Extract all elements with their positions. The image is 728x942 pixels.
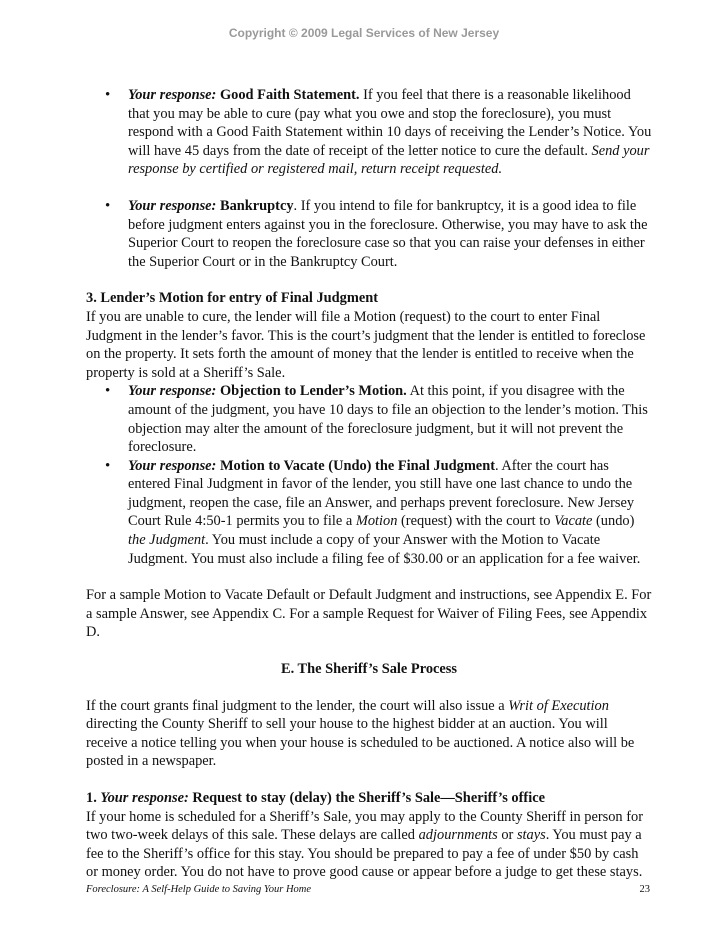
bullet-text: If you feel that there is a reasonable likelihood that you may be able to cure (pay what you owe and stop the foreclosure), you must respond with a Good Faith Statement within 10 days of receiving the Lender’s Notice. You will have 45 days from the date of receipt of the letter notice to cure the default. — [128, 87, 652, 159]
footer-title: Foreclosure: A Self-Help Guide to Saving Your Home — [86, 884, 312, 895]
page-number: 23 — [639, 884, 650, 895]
bullet-text: At this point, if you disagree with the amount of the judgment, you have 10 days to file an objection to the lender’s motion. This objection may alter the amount of the foreclosure judgment, but it will not prevent the foreclosure. — [128, 383, 648, 456]
term-adjournments: adjournments — [418, 827, 498, 844]
term-the-judgment: the Judgment — [128, 532, 206, 549]
bullet-text: . After the court has entered Final Judgment in favor of the lender, you still have one last chance to undo the judgment, reopen the case, file an Answer, and perhaps prevent foreclosure. New Jersey Court Rule 4:50-1 permits you to file a — [128, 457, 635, 530]
term-writ-of-execution: Writ of Execution — [508, 697, 609, 714]
bullet-lead: Your response: — [128, 87, 217, 103]
bullet-text: . If you intend to file for bankruptcy, it is a good idea to file before judgment enters against you in the foreclosure. Otherwise, you may have to ask the Superior Court to reopen the foreclosure case so that you can raise your defenses in either the Superior Court or in the Bankruptcy Court. — [128, 197, 648, 270]
section-1-heading — [86, 789, 652, 808]
samples-paragraph: For a sample Motion to Vacate Default or Default Judgment and instructions, see Appendix E. For a sample Answer, see Appendix C. For a sample Request for Waiver of Filing Fees, see Appendix D. — [86, 587, 652, 641]
bullet-bankruptcy — [86, 197, 652, 271]
bullet-title: Motion to Vacate (Undo) the Final Judgment — [219, 457, 495, 474]
text-run: . You must pay a fee to the Sheriff’s office for this stay. You should be prepared to pay a fee of under $50 by cash or money order. You do not have to prove good cause or appear before a judge to get these stays. — [86, 827, 643, 881]
section-e-paragraph — [86, 697, 652, 771]
bullet-good-faith-statement — [86, 86, 652, 179]
page-content — [86, 86, 652, 882]
term-stays: stays — [516, 827, 546, 844]
bullet-objection — [86, 382, 652, 456]
heading-lead: Your response: — [100, 790, 189, 806]
section-e-heading: E. The Sheriff’s Sale Process — [280, 661, 457, 678]
text-run: or — [497, 827, 517, 844]
heading-title: Request to stay (delay) the Sheriff’s Sale—Sheriff’s office — [188, 790, 545, 806]
section-3-heading: 3. Lender’s Motion for entry of Final Judgment — [86, 290, 379, 307]
bullet-text: . You must include a copy of your Answer with the Motion to Vacate Judgment. You must also include a filing fee of $30.00 or an application for a fee waiver. — [128, 532, 641, 567]
bullet-title: Bankruptcy — [219, 197, 294, 214]
bullet-title: Good Faith Statement. — [219, 87, 360, 103]
bullet-motion-to-vacate — [86, 457, 652, 569]
bullet-lead: Your response: — [128, 197, 217, 214]
bullet-lead: Your response: — [128, 383, 217, 400]
bullet-text: (request) with the court to — [397, 513, 555, 530]
bullet-lead: Your response: — [128, 457, 217, 474]
text-run: directing the County Sheriff to sell your house to the highest bidder at an auction. You will receive a notice telling you when your house is scheduled to be auctioned. A notice also will be posted in a newspaper. — [86, 716, 635, 770]
section-3-bullet-list — [86, 382, 652, 568]
bullet-italic-note: Send your response by certified or registered mail, return receipt requested. — [128, 142, 650, 178]
text-run: If your home is scheduled for a Sheriff’s Sale, you may apply to the County Sheriff in person for two two-week delays of this sale. These delays are called — [86, 808, 643, 844]
section-number: 1. — [86, 790, 101, 806]
copyright-header: Copyright © 2009 Legal Services of New Jersey — [228, 26, 500, 40]
term-motion: Motion — [355, 513, 398, 530]
section-3-intro: If you are unable to cure, the lender will file a Motion (request) to the court to enter Final Judgment in the lender’s favor. This is the court’s judgment that the lender is entitled to foreclose on the property. It sets forth the amount of money that the lender is entitled to receive when the property is sold at a Sheriff’s Sale. — [86, 308, 646, 381]
section-1-paragraph — [86, 808, 652, 882]
response-bullet-list — [86, 86, 652, 271]
term-vacate: Vacate — [554, 513, 593, 530]
text-run: If the court grants final judgment to the lender, the court will also issue a — [86, 697, 509, 714]
bullet-title: Objection to Lender’s Motion. — [219, 383, 407, 400]
bullet-text: (undo) — [592, 513, 635, 530]
